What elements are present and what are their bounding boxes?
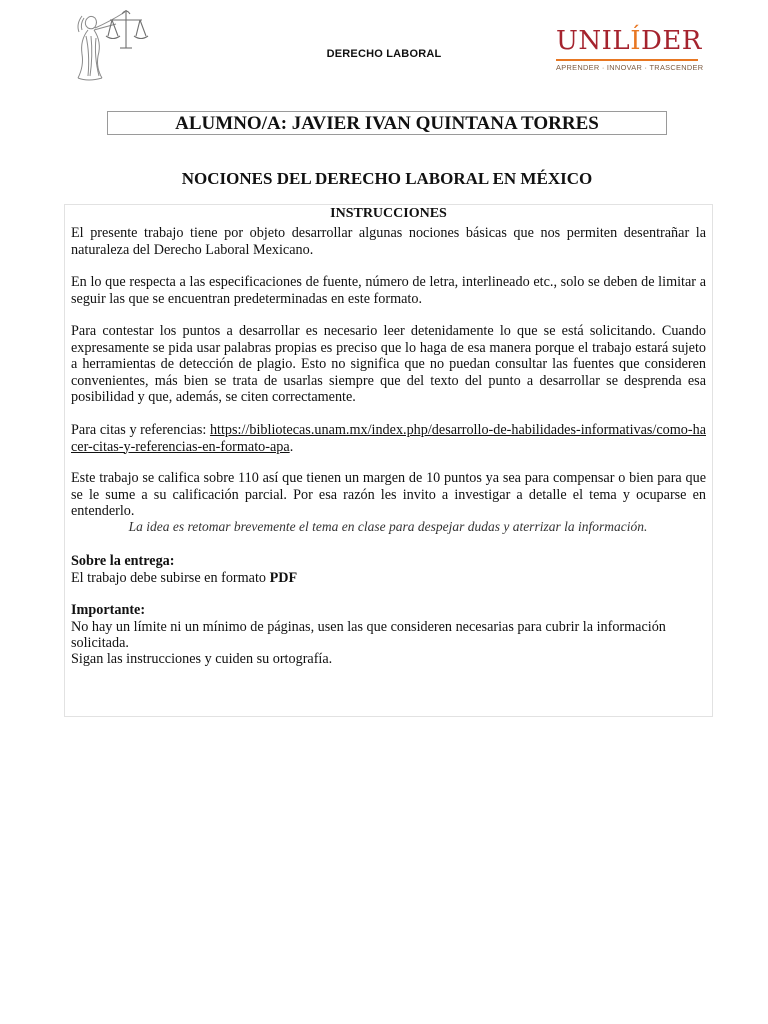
flame-i-icon: Í — [630, 26, 641, 56]
important-section — [71, 602, 706, 652]
instructions-paragraph-grading: Este trabajo se califica sobre 110 así que tienen un margen de 10 puntos ya sea para compensar o bien para que se le sume a su calificación parcial. Por esa razón les invito a investigar a detalle el tema y ocuparse en entenderlo. — [71, 470, 706, 519]
course-title: DERECHO LABORAL — [326, 48, 442, 60]
closing-note: Sigan las instrucciones y cuiden su ortografía. — [71, 651, 333, 667]
student-name-box — [107, 111, 667, 135]
wordmark-right: DER — [640, 26, 702, 56]
delivery-heading: Sobre la entrega: — [71, 553, 175, 569]
instructions-heading: INSTRUCCIONES — [330, 206, 447, 221]
delivery-text: El trabajo debe subirse en formato — [71, 569, 270, 586]
instructions-paragraph-plagiarism: Para contestar los puntos a desarrollar es necesario leer detenidamente lo que se está solicitando. Cuando expresamente se pida usar palabras propias es preciso que lo haga de esa manera porque el trabajo estará sujeto a herramientas de detección de plagio. Esto no significa que no puedan consultar las fuentes que consideren convenientes, más bien se trata de usarlas siempre que del texto del punto a desarrollar se desprenda esa posibilidad y que, además, se citen correctamente. — [71, 323, 706, 405]
instructions-paragraph-objective: El presente trabajo tiene por objeto desarrollar algunas nociones básicas que nos permiten desentrañar la naturaleza del Derecho Laboral Mexicano. — [71, 225, 706, 258]
references-suffix: . — [289, 438, 294, 455]
justice-statue-scales-icon — [64, 6, 154, 84]
brand-rule — [556, 59, 698, 61]
class-review-quote: La idea es retomar brevemente el tema en clase para despejar dudas y aterrizar la información. — [128, 519, 648, 534]
important-heading: Importante: — [71, 602, 146, 618]
instructions-paragraph-references — [71, 422, 706, 455]
unilider-wordmark — [556, 26, 706, 56]
brand-slogan: APRENDER · INNOVAR · TRASCENDER — [556, 63, 704, 72]
delivery-section — [71, 553, 706, 586]
instructions-paragraph-format: En lo que respecta a las especificaciones de fuente, número de letra, interlineado etc., solo se deben de limitar a seguir las que se encuentran predeterminadas en este formato. — [71, 274, 706, 307]
document-title: NOCIONES DEL DERECHO LABORAL EN MÉXICO — [181, 169, 593, 188]
references-link[interactable]: https://bibliotecas.unam.mx/index.php/desarrollo-de-habilidades-informativas/como-hacer-citas-y-referencias-en-formato-apa — [71, 422, 706, 455]
references-prefix: Para citas y referencias: — [71, 422, 210, 438]
delivery-format: PDF — [269, 569, 298, 586]
important-text: No hay un límite ni un mínimo de páginas, usen las que consideren necesarias para cubrir la información solicitada. — [71, 618, 666, 651]
unilider-logo — [556, 26, 706, 81]
student-name: ALUMNO/A: JAVIER IVAN QUINTANA TORRES — [175, 113, 599, 134]
wordmark-left: UNIL — [556, 26, 631, 56]
